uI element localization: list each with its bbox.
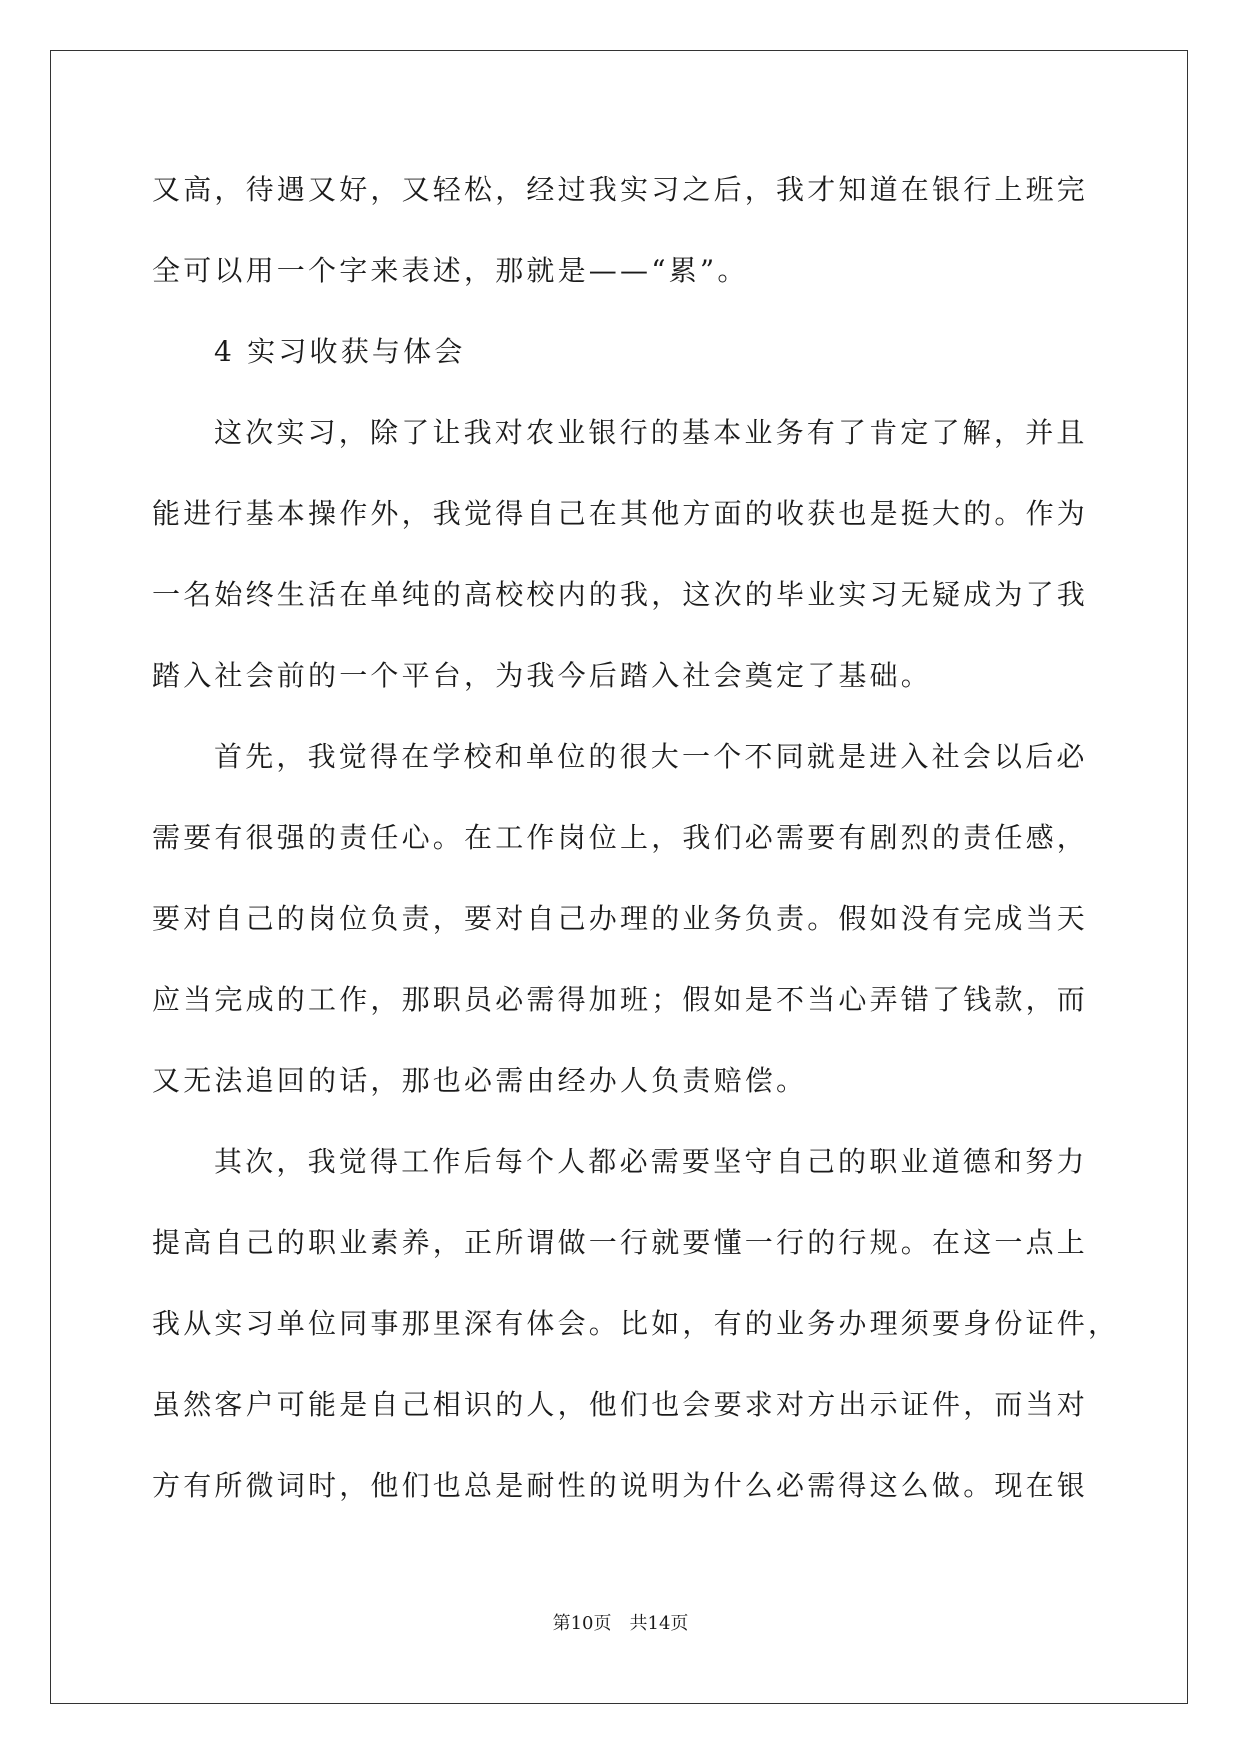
text-line: 又高，待遇又好，又轻松，经过我实习之后，我才知道在银行上班完 <box>152 173 1089 206</box>
text-line: 一名始终生活在单纯的高校校内的我，这次的毕业实习无疑成为了我 <box>152 578 1089 611</box>
text-line: 方有所微词时，他们也总是耐性的说明为什么必需得这么做。现在银 <box>152 1469 1089 1502</box>
text-line: 需要有很强的责任心。在工作岗位上，我们必需要有剧烈的责任感， <box>152 821 1089 854</box>
page-footer <box>0 1612 1241 1636</box>
section-heading: 4 实习收获与体会 <box>214 335 466 368</box>
text-line: 虽然客户可能是自己相识的人，他们也会要求对方出示证件，而当对 <box>152 1388 1089 1421</box>
page-number: 第10页 <box>552 1613 612 1634</box>
text-line: 其次，我觉得工作后每个人都必需要坚守自己的职业道德和努力 <box>214 1145 1088 1178</box>
text-line: 提高自己的职业素养，正所谓做一行就要懂一行的行规。在这一点上 <box>152 1226 1089 1259</box>
text-line: 踏入社会前的一个平台，为我今后踏入社会奠定了基础。 <box>152 659 933 692</box>
text-line: 又无法追回的话，那也必需由经办人负责赔偿。 <box>152 1064 808 1097</box>
document-body <box>152 160 1120 1537</box>
text-line: 这次实习，除了让我对农业银行的基本业务有了肯定了解，并且 <box>214 416 1088 449</box>
text-line: 应当完成的工作，那职员必需得加班；假如是不当心弄错了钱款，而 <box>152 983 1089 1016</box>
text-line: 我从实习单位同事那里深有体会。比如，有的业务办理须要身份证件， <box>152 1307 1120 1340</box>
text-line: 要对自己的岗位负责，要对自己办理的业务负责。假如没有完成当天 <box>152 902 1089 935</box>
text-line: 全可以用一个字来表述，那就是——“累”。 <box>152 254 749 287</box>
text-line: 首先，我觉得在学校和单位的很大一个不同就是进入社会以后必 <box>214 740 1088 773</box>
text-line: 能进行基本操作外，我觉得自己在其他方面的收获也是挺大的。作为 <box>152 497 1089 530</box>
total-pages: 共14页 <box>629 1613 689 1634</box>
